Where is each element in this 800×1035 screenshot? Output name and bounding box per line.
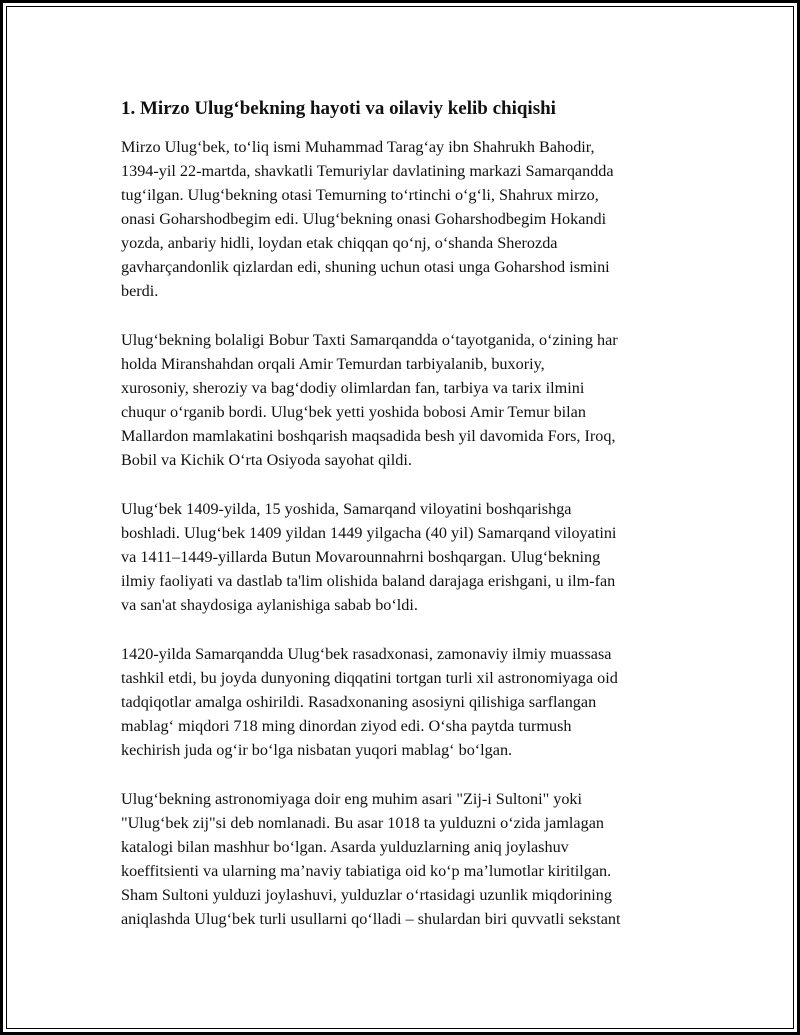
paragraph-observatory: 1420-yilda Samarqandda Ulug‘bek rasadxonasi, zamonaviy ilmiy muassasa tashkil etdi, bu joyda dunyoning diqqatini tortgan turli xil astronomiyaga oid tadqiqotlar amalga oshirildi. Rasadxonaning asosiyni qilishiga sarflangan mablag‘ miqdori 718 ming dinordan ziyod edi. O‘sha paytda turmush kechirish juda og‘ir bo‘lga nisbatan yuqori mablag‘ bo‘lgan. <box>121 645 618 759</box>
paragraph-childhood: Ulug‘bekning bolaligi Bobur Taxti Samarqandda o‘tayotganida, o‘zining har holda Miranshahdan orqali Amir Temurdan tarbiyalanib, buxoriy, xurosoniy, sheroziy va bag‘dodiy olimlardan fan, tarbiya va tarix ilmini chuqur o‘rganib bordi. Ulug‘bek yetti yoshida bobosi Amir Temur bilan Mallardon mamlakatini boshqarish maqsadida besh yil davomida Fors, Iroq, Bobil va Kichik O‘rta Osiyoda sayohat qildi. <box>121 331 618 469</box>
paragraph-rule: Ulug‘bek 1409-yilda, 15 yoshida, Samarqand viloyatini boshqarishga boshladi. Ulug‘bek 1409 yildan 1449 yilgacha (40 yil) Samarqand viloyatini va 1411–1449-yillarda Butun Movarounnahrni boshqargan. Ulug‘bekning ilmiy faoliyati va dastlab ta'lim olishida baland darajaga erishgani, u ilm-fan va san'at shaydosiga aylanishiga sabab bo‘ldi. <box>121 500 617 614</box>
paragraph-birth-family: Mirzo Ulug‘bek, to‘liq ismi Muhammad Tarag‘ay ibn Shahrukh Bahodir, 1394-yil 22-martda, shavkatli Temuriylar davlatining markazi Samarqandda tug‘ilgan. Ulug‘bekning otasi Temurning to‘rtinchi o‘g‘li, Shahrux mirzo, onasi Goharshodbegim edi. Ulug‘bekning onasi Goharshodbegim Hokandi yozda, anbariy hidli, loydan etak chiqqan qo‘nj, o‘shanda Sherozda gavharçandonlik qizlardan edi, shuning uchun otasi unga Goharshod ismini berdi. <box>121 138 614 300</box>
section-heading: 1. Mirzo Ulug‘bekning hayoti va oilaviy kelib chiqishi <box>121 98 556 119</box>
document-body <box>121 96 701 956</box>
paragraph-zij-sultoni: Ulug‘bekning astronomiyaga doir eng muhim asari "Zij-i Sultoni" yoki "Ulug‘bek zij"si deb nomlanadi. Bu asar 1018 ta yulduzni o‘zida jamlagan katalogi bilan mashhur bo‘lgan. Asarda yulduzlarning aniq joylashuv koeffitsienti va ularning ma’naviy tabiatiga oid ko‘p ma’lumotlar kiritilgan. Sham Sultoni yulduzi joylashuvi, yulduzlar o‘rtasidagi uzunlik miqdorining aniqlashda Ulug‘bek turli usullarni qo‘lladi – shulardan biri quvvatli sekstant <box>121 790 621 928</box>
